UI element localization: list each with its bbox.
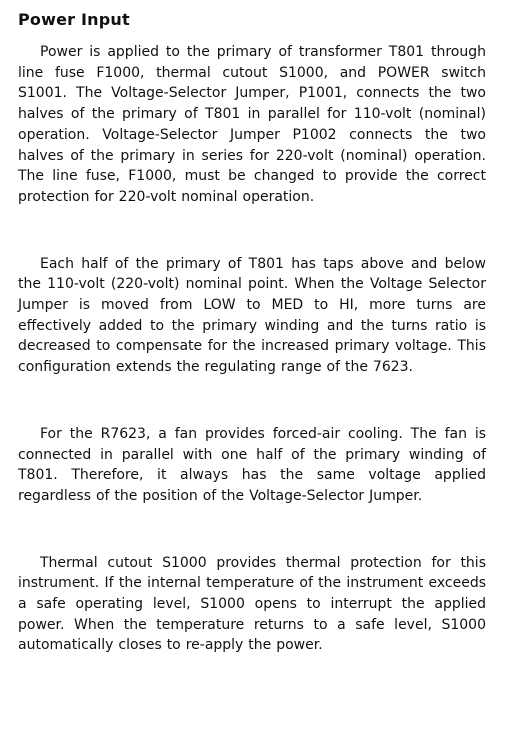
paragraph-power-input: Power is applied to the primary of transformer T801 through line fuse F1000, thermal cutout S1000, and POWER switch S1001. The Voltage-Selector Jumper, P1001, connects the two halves of the primary of T801 in parallel for 110-volt (nominal) operation. Voltage-Selector Jumper P1002 connects the two halves of the primary in series for 220-volt (nominal) operation. The line fuse, F1000, must be changed to provide the correct protection for 220-volt nominal operation. xyxy=(18,44,486,205)
section-heading: Power Input xyxy=(18,10,130,29)
document-page xyxy=(18,10,486,656)
paragraph-primary-taps: Each half of the primary of T801 has taps above and below the 110-volt (220-volt) nominal point. When the Voltage Selector Jumper is moved from LOW to MED to HI, more turns are effectively added to the primary winding and the turns ratio is decreased to compensate for the increased primary voltage. This configuration extends the regulating range of the 7623. xyxy=(18,255,486,376)
paragraph-fan-cooling: For the R7623, a fan provides forced-air cooling. The fan is connected in parallel with one half of the primary winding of T801. Therefore, it always has the same voltage applied regardless of the position of the Voltage-Selector Jumper. xyxy=(18,425,486,504)
paragraph-thermal-cutout: Thermal cutout S1000 provides thermal protection for this instrument. If the internal temperature of the instrument exceeds a safe operating level, S1000 opens to interrupt the applied power. When the temperature returns to a safe level, S1000 automatically closes to re-apply the power. xyxy=(18,554,486,654)
